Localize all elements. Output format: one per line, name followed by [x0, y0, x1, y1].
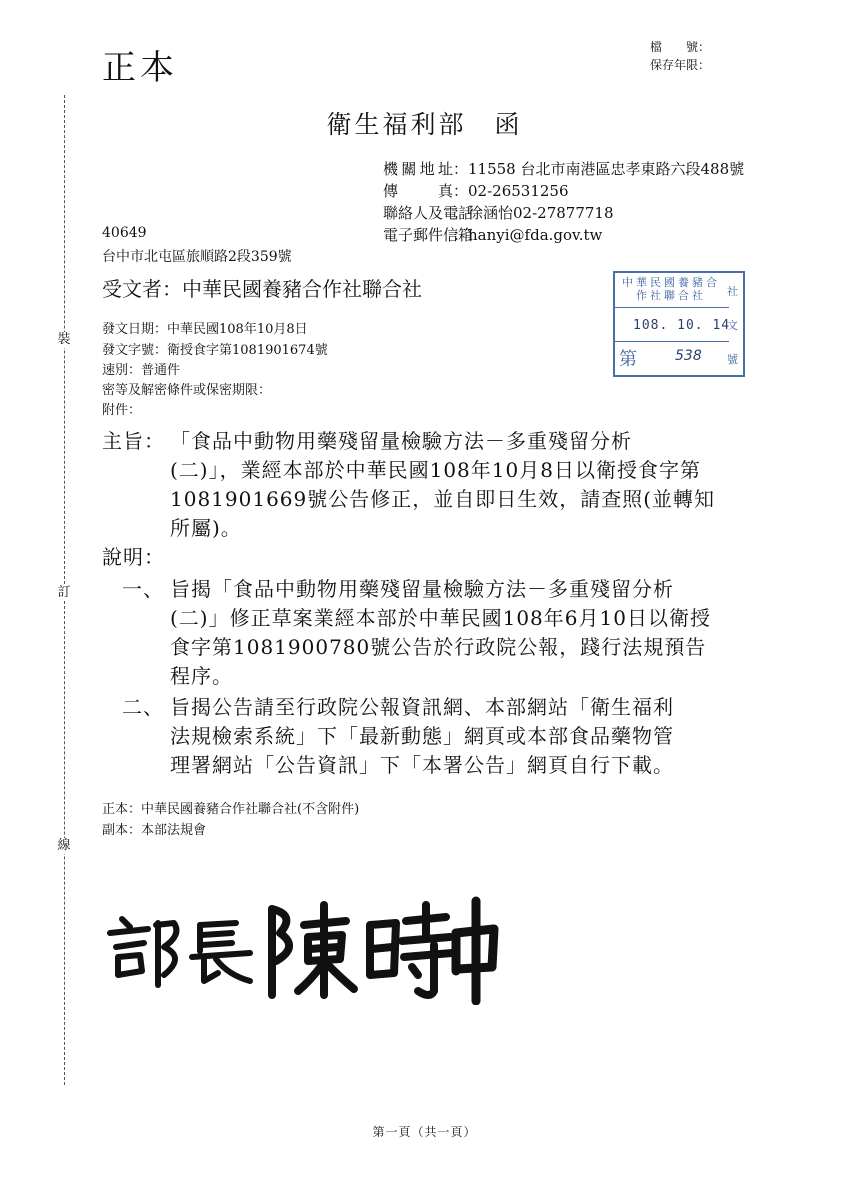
contact-value: ：hanyi@fda.gov.tw — [453, 226, 603, 244]
contact-fax — [383, 180, 569, 201]
explanation-label: 說明： — [102, 545, 165, 569]
stamp-divider — [615, 307, 729, 308]
signature-drawing — [100, 895, 500, 1005]
contact-email — [383, 224, 602, 245]
contact-phone — [383, 202, 614, 223]
retention-period-label: 保存年限： — [650, 58, 711, 72]
contact-label: 電子郵件信箱 — [383, 226, 474, 244]
binding-char-ding: 訂 — [57, 585, 71, 600]
carbon-copy-recipients: 副本：本部法規會 — [102, 823, 207, 838]
subject-line: 「食品中動物用藥殘留量檢驗方法－多重殘留分析 — [170, 429, 632, 453]
issue-number: 發文字號：衛授食字第1081901674號 — [102, 343, 328, 358]
page-number: 第一頁（共一頁） — [372, 1125, 477, 1139]
contact-label: 聯絡人及電話 — [383, 204, 474, 222]
stamp-org-name: 中華民國養豬合作社聯合社 — [622, 276, 720, 302]
subject-line: 所屬)。 — [170, 516, 242, 540]
security-level: 密等及解密條件或保密期限： — [102, 383, 272, 398]
stamp-side-char: 文 — [727, 319, 738, 332]
document-title: 衛生福利部 函 — [326, 110, 523, 139]
explanation-line: 旨揭公告請至行政院公報資訊網、本部網站「衛生福利 — [170, 695, 674, 719]
stamp-divider — [615, 341, 729, 342]
explanation-line: 理署網站「公告資訊」下「本署公告」網頁自行下載。 — [170, 753, 674, 777]
recipient-address: 台中市北屯區旅順路2段359號 — [102, 249, 292, 265]
file-number-label: 檔 號： — [650, 40, 711, 54]
explanation-line: 法規檢索系統」下「最新動態」網頁或本部食品藥物管 — [170, 724, 674, 748]
explanation-line: (二)」修正草案業經本部於中華民國108年6月10日以衛授 — [170, 606, 711, 630]
contact-value: ：02-26531256 — [453, 182, 569, 200]
issue-date: 發文日期：中華民國108年10月8日 — [102, 322, 308, 337]
stamp-side-char: 號 — [727, 353, 738, 366]
subject-label: 主旨： — [102, 429, 165, 453]
contact-address — [383, 158, 744, 179]
explanation-line: 旨揭「食品中動物用藥殘留量檢驗方法－多重殘留分析 — [170, 577, 674, 601]
minister-signature — [100, 895, 500, 1005]
original-copy-recipients: 正本：中華民國養豬合作社聯合社(不含附件) — [102, 802, 360, 817]
contact-label: 傳 真 — [383, 182, 453, 200]
contact-value: ：徐涵怡02-27877718 — [453, 204, 614, 222]
attachments: 附件： — [102, 403, 142, 418]
subject-line: 1081901669號公告修正，並自即日生效，請查照(並轉知 — [170, 487, 716, 511]
contact-value: ：11558 台北市南港區忠孝東路六段488號 — [453, 160, 745, 178]
binding-char-zhuang: 裝 — [57, 332, 71, 347]
explanation-line: 程序。 — [170, 664, 233, 688]
copy-type-label: 正本 — [102, 48, 178, 88]
postal-code: 40649 — [102, 225, 147, 241]
binding-char-xian: 線 — [57, 838, 71, 853]
stamp-date: 108. 10. 14 — [633, 318, 731, 333]
recipient: 受文者：中華民國養豬合作社聯合社 — [102, 277, 422, 301]
explanation-item-number: 一、 — [122, 577, 164, 601]
received-stamp — [613, 271, 745, 377]
stamp-number-label: 第 — [619, 349, 637, 370]
stamp-side-char: 社 — [727, 285, 738, 298]
stamp-number: 538 — [675, 348, 702, 364]
contact-label: 機關地址 — [383, 160, 453, 178]
urgency: 速別：普通件 — [102, 363, 181, 378]
explanation-item-number: 二、 — [122, 695, 164, 719]
explanation-line: 食字第1081900780號公告於行政院公報，踐行法規預告 — [170, 635, 707, 659]
subject-line: (二)」，業經本部於中華民國108年10月8日以衛授食字第 — [170, 458, 701, 482]
